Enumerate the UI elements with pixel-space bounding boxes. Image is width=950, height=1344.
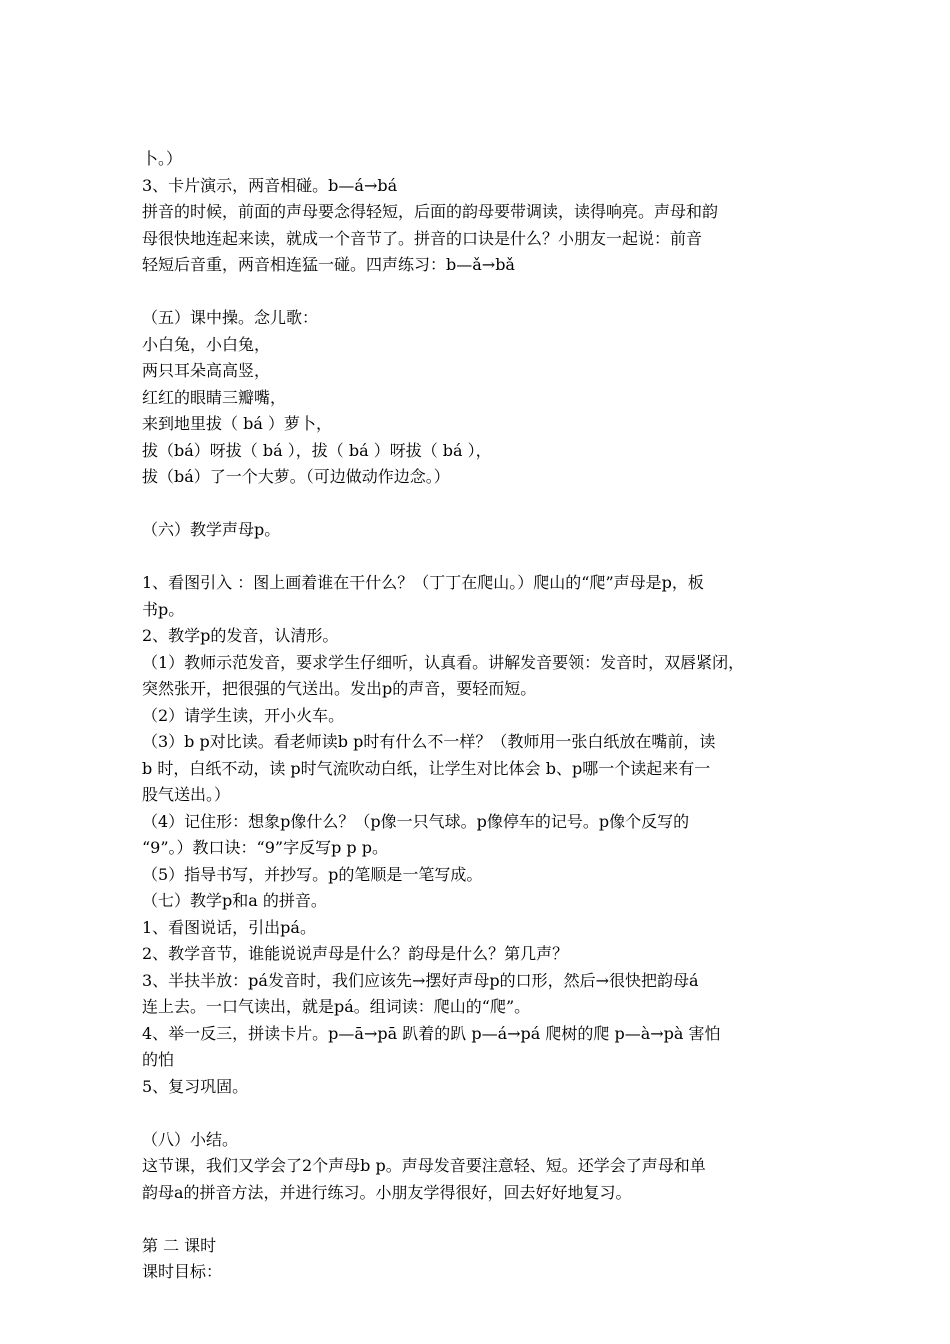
text-line: （1）教师示范发音，要求学生仔细听，认真看。讲解发音要领：发音时，双唇紧闭， [142,652,745,672]
text-line: 股气送出。） [142,785,231,804]
text-line: 卜。） [142,149,183,168]
blank-line [142,1206,807,1233]
text-line: 的怕 [142,1050,175,1069]
blank-line [142,1100,807,1127]
text-line: 书p。 [142,599,185,619]
text-line: 4、举一反三，拼读卡片。p—ā→pā 趴着的趴 p—á→pá 爬树的爬 p—à→pà 害怕 [142,1023,721,1043]
text-line: 1、看图引入 ：图上画着谁在干什么？（丁丁在爬山。）爬山的“爬”声母是p，板 [142,573,704,592]
text-line: 2、教学音节，谁能说说声母是什么？韵母是什么？第几声？ [142,944,569,963]
blank-line [142,491,807,518]
text-line: 韵母a的拼音方法，并进行练习。小朋友学得很好，回去好好地复习。 [142,1182,632,1202]
text-line: “9”。）教口诀：“9”字反写p p p。 [142,838,388,857]
text-line: 课时目标： [142,1262,223,1281]
text-line: 红红的眼睛三瓣嘴， [142,387,287,407]
text-line: （七）教学p和a 的拼音。 [142,891,327,910]
text-line: 拼音的时候，前面的声母要念得轻短，后面的韵母要带调读，读得响亮。声母和韵 [142,202,719,221]
text-line: 2、教学p的发音，认清形。 [142,626,339,645]
text-line: （4）记住形：想象p像什么？（p像一只气球。p像停车的记号。p像个反写的 [142,811,690,831]
blank-line [142,279,807,306]
text-line: 拔（bá）呀拔（ bá ），拔（ bá ）呀拔（ bá ）， [142,440,492,460]
text-line: （2）请学生读，开小火车。 [142,705,345,725]
document-body [142,146,807,1286]
text-line: 1、看图说话，引出pá。 [142,917,316,937]
text-line: 小白兔，小白兔， [142,334,271,354]
text-line: 第 二 课时 [142,1235,217,1255]
text-line: b 时，白纸不动，读 p时气流吹动白纸，让学生对比体会 b、p哪一个读起来有一 [142,758,711,778]
blank-line [142,544,807,571]
text-line: （八）小结。 [142,1129,239,1149]
text-line: （五）课中操。念儿歌： [142,308,319,327]
text-line: 轻短后音重，两音相连猛一碰。四声练习：b—ǎ→bǎ [142,255,515,274]
text-line: （3）b p对比读。看老师读b p时有什么不一样？（教师用一张白纸放在嘴前，读 [142,732,716,751]
text-line: （5）指导书写，并抄写。p的笔顺是一笔写成。 [142,864,483,884]
text-line: （六）教学声母p。 [142,520,281,539]
text-line: 3、半扶半放：pá发音时，我们应该先→摆好声母p的口形，然后→很快把韵母á [142,970,699,990]
text-line: 来到地里拔（ bá ）萝卜， [142,414,332,433]
text-line: 母很快地连起来读，就成一个音节了。拼音的口诀是什么？小朋友一起说：前音 [142,228,703,248]
text-line: 拔（bá）了一个大萝。（可边做动作边念。） [142,467,450,486]
text-line: 5、复习巩固。 [142,1076,249,1096]
text-line: 两只耳朵高高竖， [142,361,271,380]
text-line: 连上去。一口气读出，就是pá。组词读：爬山的“爬”。 [142,997,531,1016]
text-line: 突然张开，把很强的气送出。发出p的声音，要轻而短。 [142,679,537,698]
text-line: 3、卡片演示，两音相碰。b—á→bá [142,175,398,195]
text-line: 这节课，我们又学会了2个声母b p。声母发音要注意轻、短。还学会了声母和单 [142,1156,706,1175]
